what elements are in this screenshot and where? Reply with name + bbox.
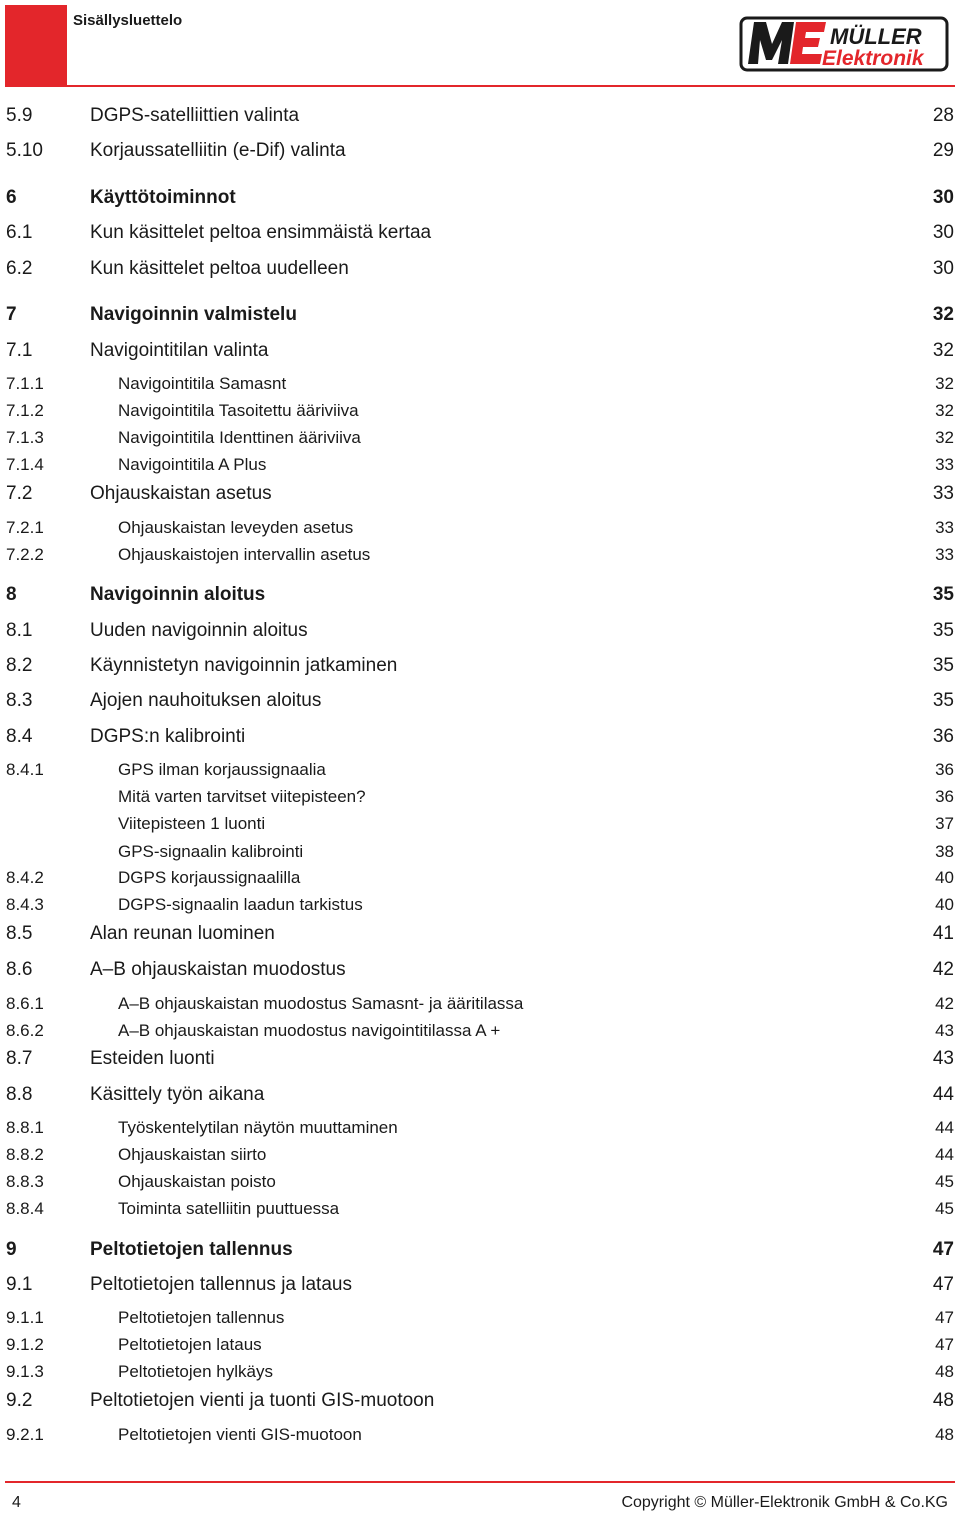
- toc-entry-page: 32: [932, 304, 954, 325]
- toc-entry-page: 45: [935, 1172, 954, 1191]
- toc-entry[interactable]: [0, 725, 960, 749]
- toc-entry[interactable]: [0, 482, 960, 506]
- toc-entry-page: 35: [932, 584, 954, 605]
- toc-entry-title: Ohjauskaistan asetus: [90, 483, 272, 504]
- toc-entry[interactable]: [0, 1389, 960, 1413]
- toc-entry[interactable]: [0, 303, 960, 327]
- toc-entry-title: DGPS-signaalin laadun tarkistus: [118, 895, 363, 914]
- toc-entry[interactable]: [0, 866, 960, 890]
- toc-entry-number: 7.2: [6, 483, 33, 504]
- toc-entry-title: Ohjauskaistan poisto: [118, 1172, 276, 1191]
- toc-entry-page: 38: [935, 842, 954, 861]
- toc-entry-page: 32: [935, 401, 954, 420]
- header-accent-block: [5, 5, 67, 87]
- footer-copyright: Copyright © Müller-Elektronik GmbH & Co.KG: [621, 1494, 948, 1511]
- toc-entry-page: 48: [935, 1362, 954, 1381]
- toc-entry-number: 6.1: [6, 222, 33, 243]
- toc-entry-page: 43: [932, 1048, 954, 1069]
- toc-entry-page: 30: [932, 258, 954, 279]
- toc-entry[interactable]: [0, 1333, 960, 1357]
- toc-entry-page: 35: [932, 655, 954, 676]
- toc-entry[interactable]: [0, 619, 960, 643]
- toc-entry[interactable]: [0, 257, 960, 281]
- header-title: Sisällysluettelo: [73, 12, 183, 29]
- toc-entry[interactable]: [0, 840, 960, 864]
- toc-entry-page: 47: [935, 1308, 954, 1327]
- toc-entry[interactable]: [0, 1197, 960, 1221]
- toc-entry-number: 7: [6, 304, 17, 325]
- toc-entry[interactable]: [0, 372, 960, 396]
- toc-entry[interactable]: [0, 689, 960, 713]
- toc-entry-page: 33: [935, 545, 954, 564]
- toc-entry-title: Esteiden luonti: [90, 1048, 215, 1069]
- header-divider: [5, 85, 955, 87]
- toc-entry[interactable]: [0, 543, 960, 567]
- toc-entry-page: 33: [935, 518, 954, 537]
- toc-entry-page: 36: [935, 760, 954, 779]
- toc-entry[interactable]: [0, 785, 960, 809]
- toc-entry-title: A–B ohjauskaistan muodostus navigointitilassa A +: [118, 1021, 501, 1040]
- toc-entry-number: 6: [6, 187, 17, 208]
- toc-entry-title: A–B ohjauskaistan muodostus Samasnt- ja ääritilassa: [118, 994, 524, 1013]
- toc-entry-title: Käsittely työn aikana: [90, 1084, 265, 1105]
- toc-entry-page: 47: [935, 1335, 954, 1354]
- toc-entry-page: 32: [932, 340, 954, 361]
- toc-entry-title: Peltotietojen tallennus ja lataus: [90, 1274, 352, 1295]
- toc-entry[interactable]: [0, 758, 960, 782]
- toc-entry[interactable]: [0, 399, 960, 423]
- toc-entry-page: 42: [935, 994, 954, 1013]
- toc-entry-title: Peltotietojen tallennus: [90, 1239, 293, 1260]
- toc-entry-number: 7.1.1: [6, 374, 44, 393]
- page-header: [0, 0, 960, 90]
- toc-entry[interactable]: [0, 1083, 960, 1107]
- toc-entry-number: 8.8: [6, 1084, 33, 1105]
- logo-text-top: MÜLLER: [830, 24, 922, 49]
- toc-entry-title: GPS-signaalin kalibrointi: [118, 842, 304, 861]
- toc-entry-number: 9.1: [6, 1274, 33, 1295]
- toc-entry-title: GPS ilman korjaussignaalia: [118, 760, 326, 779]
- toc-entry-title: DGPS korjaussignaalilla: [118, 868, 301, 887]
- toc-entry[interactable]: [0, 339, 960, 363]
- toc-entry-title: DGPS-satelliittien valinta: [90, 105, 300, 126]
- toc-entry-page: 33: [935, 455, 954, 474]
- toc-entry[interactable]: [0, 583, 960, 607]
- toc-entry[interactable]: [0, 1423, 960, 1447]
- toc-entry-title: DGPS:n kalibrointi: [90, 726, 246, 747]
- toc-entry-page: 48: [932, 1390, 954, 1411]
- toc-entry-number: 8.3: [6, 690, 33, 711]
- toc-entry-page: 43: [935, 1021, 954, 1040]
- footer-divider: [5, 1481, 955, 1483]
- toc-entry[interactable]: [0, 221, 960, 245]
- toc-entry-page: 33: [932, 483, 954, 504]
- toc-entry-page: 37: [935, 814, 954, 833]
- toc-entry[interactable]: [0, 992, 960, 1016]
- toc-entry-title: Peltotietojen vienti ja tuonti GIS-muotoon: [90, 1390, 435, 1411]
- toc-entry[interactable]: [0, 893, 960, 917]
- toc-entry-number: 8.8.1: [6, 1118, 44, 1137]
- toc-entry-title: Työskentelytilan näytön muuttaminen: [118, 1118, 398, 1137]
- toc-entry-page: 30: [932, 222, 954, 243]
- toc-entry-title: Toiminta satelliitin puuttuessa: [118, 1199, 340, 1218]
- toc-entry[interactable]: [0, 1170, 960, 1194]
- toc-entry[interactable]: [0, 426, 960, 450]
- toc-entry-number: 5.9: [6, 105, 33, 126]
- toc-entry-title: Ohjauskaistojen intervallin asetus: [118, 545, 371, 564]
- toc-entry[interactable]: [0, 1360, 960, 1384]
- toc-entry-number: 8.4: [6, 726, 33, 747]
- toc-entry-number: 8.6.2: [6, 1021, 44, 1040]
- toc-entry-title: Kun käsittelet peltoa uudelleen: [90, 258, 349, 279]
- toc-entry-number: 7.1.4: [6, 455, 44, 474]
- toc-entry-number: 8: [6, 584, 17, 605]
- toc-entry-title: Käyttötoiminnot: [90, 187, 236, 208]
- toc-entry-title: Navigointitila Identtinen ääriviiva: [118, 428, 361, 447]
- toc-entry[interactable]: [0, 1116, 960, 1140]
- toc-entry-number: 7.2.2: [6, 545, 44, 564]
- toc-entry-number: 7.1: [6, 340, 33, 361]
- toc-entry-page: 47: [932, 1274, 954, 1295]
- toc-entry[interactable]: [0, 139, 960, 163]
- toc-entry-page: 44: [935, 1118, 954, 1137]
- toc-entry-number: 8.8.4: [6, 1199, 44, 1218]
- toc-entry[interactable]: [0, 1047, 960, 1071]
- toc-entry-title: Peltotietojen hylkäys: [118, 1362, 273, 1381]
- toc-entry-number: 9.1.2: [6, 1335, 44, 1354]
- toc-entry-page: 32: [935, 428, 954, 447]
- toc-entry[interactable]: [0, 1143, 960, 1167]
- mueller-elektronik-logo: [738, 14, 950, 74]
- toc-entry-page: 48: [935, 1425, 954, 1444]
- toc-entry-page: 45: [935, 1199, 954, 1218]
- toc-entry-number: 8.6: [6, 959, 33, 980]
- toc-entry-page: 32: [935, 374, 954, 393]
- toc-entry-number: 8.4.2: [6, 868, 44, 887]
- toc-entry-title: Uuden navigoinnin aloitus: [90, 620, 308, 641]
- toc-entry-title: A–B ohjauskaistan muodostus: [90, 959, 346, 980]
- toc-entry-number: 7.1.3: [6, 428, 44, 447]
- toc-entry-title: Peltotietojen tallennus: [118, 1308, 285, 1327]
- toc-entry-page: 47: [932, 1239, 954, 1260]
- toc-entry-number: 7.1.2: [6, 401, 44, 420]
- toc-entry[interactable]: [0, 186, 960, 210]
- toc-entry-title: Viitepisteen 1 luonti: [118, 814, 266, 833]
- toc-entry[interactable]: [0, 1273, 960, 1297]
- toc-entry-number: 9.1.3: [6, 1362, 44, 1381]
- toc-entry-title: Mitä varten tarvitset viitepisteen?: [118, 787, 366, 806]
- toc-entry[interactable]: [0, 453, 960, 477]
- toc-entry-page: 40: [935, 895, 954, 914]
- toc-entry-page: 28: [932, 105, 954, 126]
- toc-entry-page: 36: [935, 787, 954, 806]
- toc-entry[interactable]: [0, 1019, 960, 1043]
- toc-entry-number: 7.2.1: [6, 518, 44, 537]
- toc-entry[interactable]: [0, 922, 960, 946]
- toc-entry[interactable]: [0, 812, 960, 836]
- toc-entry-title: Navigoinnin aloitus: [90, 584, 266, 605]
- toc-entry-title: Ohjauskaistan leveyden asetus: [118, 518, 354, 537]
- toc-entry-number: 8.2: [6, 655, 33, 676]
- toc-entry-page: 42: [932, 959, 954, 980]
- toc-entry-title: Kun käsittelet peltoa ensimmäistä kertaa: [90, 222, 432, 243]
- toc-entry[interactable]: [0, 104, 960, 128]
- toc-entry-title: Navigointitila Samasnt: [118, 374, 287, 393]
- toc-entry-title: Korjaussatelliitin (e-Dif) valinta: [90, 140, 346, 161]
- toc-entry-number: 6.2: [6, 258, 33, 279]
- toc-entry-title: Navigoinnin valmistelu: [90, 304, 297, 325]
- toc-entry-number: 8.8.2: [6, 1145, 44, 1164]
- toc-entry-page: 30: [932, 187, 954, 208]
- toc-entry-title: Ajojen nauhoituksen aloitus: [90, 690, 322, 711]
- toc-entry-number: 9.2: [6, 1390, 33, 1411]
- toc-entry-title: Käynnistetyn navigoinnin jatkaminen: [90, 655, 398, 676]
- toc-entry-number: 9.2.1: [6, 1425, 44, 1444]
- toc-entry-number: 8.7: [6, 1048, 33, 1069]
- toc-entry-title: Navigointitila Tasoitettu ääriviiva: [118, 401, 359, 420]
- toc-entry-number: 5.10: [6, 140, 43, 161]
- toc-entry-number: 8.6.1: [6, 994, 44, 1013]
- toc-entry-page: 40: [935, 868, 954, 887]
- toc-entry-number: 8.5: [6, 923, 33, 944]
- toc-entry-title: Alan reunan luominen: [90, 923, 275, 944]
- toc-entry-number: 8.4.3: [6, 895, 44, 914]
- toc-entry-page: 44: [935, 1145, 954, 1164]
- toc-entry[interactable]: [0, 1306, 960, 1330]
- footer-page-number: 4: [12, 1494, 21, 1511]
- toc-entry-page: 35: [932, 620, 954, 641]
- toc-entry-title: Navigointitila A Plus: [118, 455, 267, 474]
- toc-entry-number: 8.1: [6, 620, 33, 641]
- toc-entry-page: 36: [932, 726, 954, 747]
- toc-entry[interactable]: [0, 1238, 960, 1262]
- toc-entry-title: Peltotietojen lataus: [118, 1335, 262, 1354]
- toc-entry[interactable]: [0, 516, 960, 540]
- toc-entry-number: 9.1.1: [6, 1308, 44, 1327]
- toc-entry-page: 29: [932, 140, 954, 161]
- toc-entry[interactable]: [0, 654, 960, 678]
- toc-entry-page: 41: [932, 923, 954, 944]
- toc-entry-number: 8.4.1: [6, 760, 44, 779]
- toc-entry[interactable]: [0, 958, 960, 982]
- toc-entry-title: Navigointitilan valinta: [90, 340, 269, 361]
- toc-entry-number: 9: [6, 1239, 17, 1260]
- logo-text-bottom: Elektronik: [822, 47, 924, 70]
- toc-entry-title: Ohjauskaistan siirto: [118, 1145, 267, 1164]
- toc-entry-page: 44: [932, 1084, 954, 1105]
- toc-entry-title: Peltotietojen vienti GIS-muotoon: [118, 1425, 362, 1444]
- toc-entry-page: 35: [932, 690, 954, 711]
- toc-entry-number: 8.8.3: [6, 1172, 44, 1191]
